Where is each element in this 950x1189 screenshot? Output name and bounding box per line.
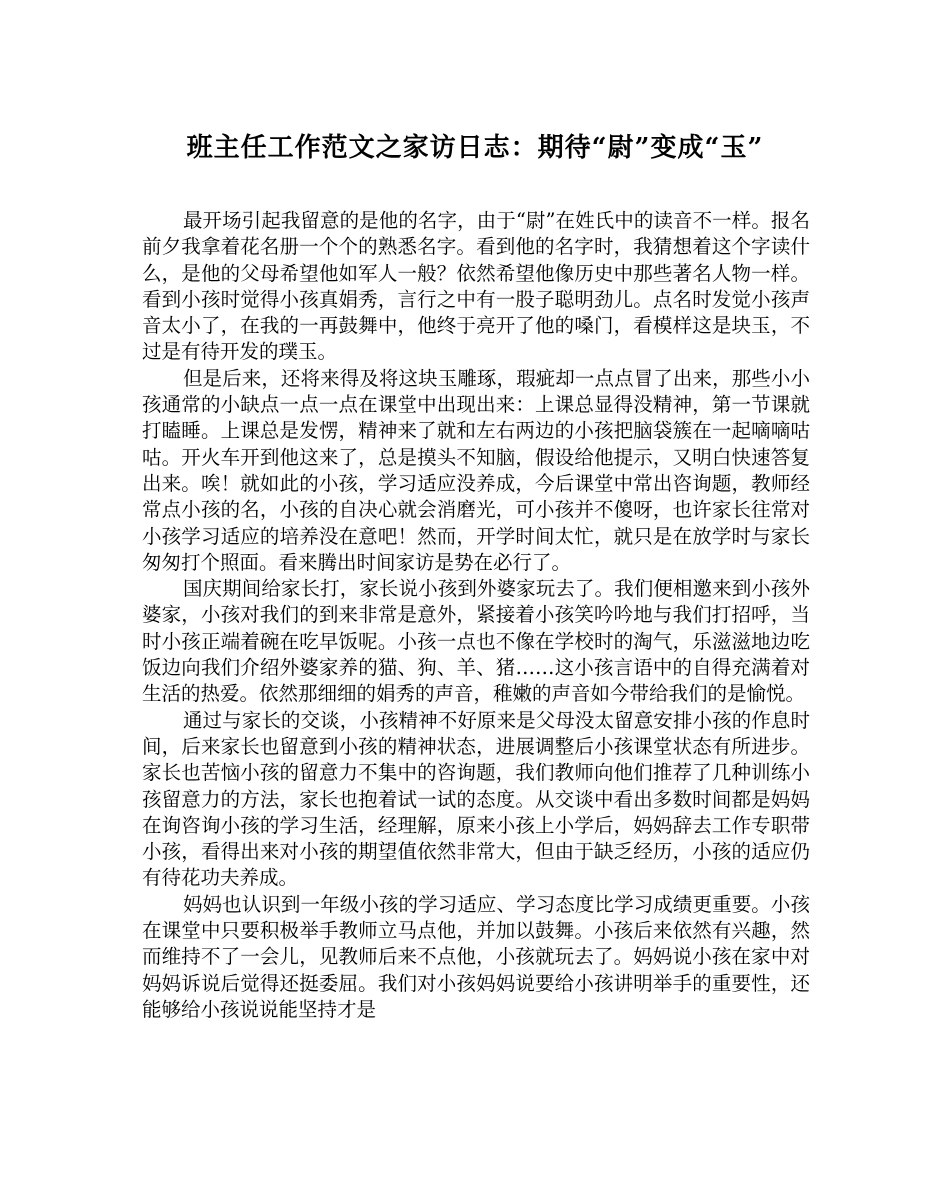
- page-title: 班主任工作范文之家访日志：期待“尉”变成“玉”: [186, 133, 764, 163]
- paragraph-1: 最开场引起我留意的是他的名字，由于“尉”在姓氏中的读音不一样。报名前夕我拿着花名册一个个的熟悉名字。看到他的名字时，我猜想着这个字读什么，是他的父母希望他如军人一般？依然希望他像历史中那些著名人物一样。看到小孩时觉得小孩真娟秀，言行之中有一股子聪明劲儿。点名时发觉小孩声音太小了，在我的一再鼓舞中，他终于亮开了他的嗓门，看模样这是块玉，不过是有待开发的璞玉。: [142, 209, 810, 364]
- paragraph-3: 国庆期间给家长打，家长说小孩到外婆家玩去了。我们便相邀来到小孩外婆家，小孩对我们的到来非常是意外，紧接着小孩笑吟吟地与我们打招呼，当时小孩正端着碗在吃早饭呢。小孩一点也不像在学校时的淘气，乐滋滋地边吃饭边向我们介绍外婆家养的猫、狗、羊、猪……这小孩言语中的自得充满着对生活的热爱。依然那细细的娟秀的声音，稚嫩的声音如今带给我们的是愉悦。: [142, 577, 810, 706]
- paragraph-5: 妈妈也认识到一年级小孩的学习适应、学习态度比学习成绩更重要。小孩在课堂中只要积极举手教师立马点他，并加以鼓舞。小孩后来依然有兴趣，然而维持不了一会儿，见教师后来不点他，小孩就玩去了。妈妈说小孩在家中对妈妈诉说后觉得还挺委屈。我们对小孩妈妈说要给小孩讲明举手的重要性，还能够给小孩说说能坚持才是: [142, 892, 810, 1021]
- paragraph-2: 但是后来，还将来得及将这块玉雕琢，瑕疵却一点点冒了出来，那些小小孩通常的小缺点一点一点在课堂中出现出来：上课总显得没精神，第一节课就打瞌睡。上课总是发愣，精神来了就和左右两边的小孩把脑袋簇在一起嘀嘀咕咕。开火车开到他这来了，总是摸头不知脑，假设给他提示，又明白快速答复出来。唉！就如此的小孩，学习适应没养成，今后课堂中常出咨询题，教师经常点小孩的名，小孩的自决心就会消磨光，可小孩并不傻呀，也许家长往常对小孩学习适应的培养没在意吧！然而，开学时间太忙，就只是在放学时与家长匆匆打个照面。看来腾出时间家访是势在必行了。: [142, 366, 810, 574]
- paragraph-4: 通过与家长的交谈，小孩精神不好原来是父母没太留意安排小孩的作息时间，后来家长也留意到小孩的精神状态，进展调整后小孩课堂状态有所进步。家长也苦恼小孩的留意力不集中的咨询题，我们教师向他们推荐了几种训练小孩留意力的方法，家长也抱着试一试的态度。从交谈中看出多数时间都是妈妈在询咨询小孩的学习生活，经理解，原来小孩上小学后，妈妈辞去工作专职带小孩，看得出来对小孩的期望值依然非常大，但由于缺乏经历，小孩的适应仍有待花功夫养成。: [142, 708, 810, 890]
- document-body: [142, 208, 810, 1023]
